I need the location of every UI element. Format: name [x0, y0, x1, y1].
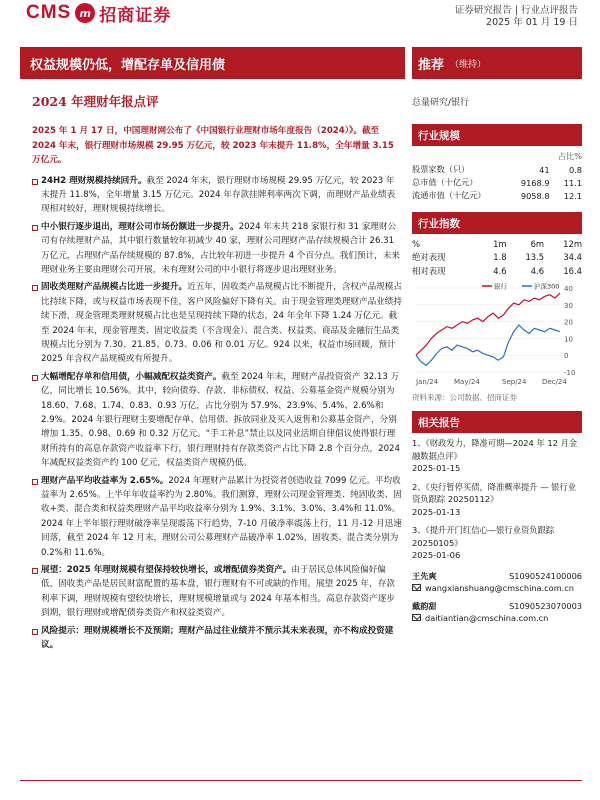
sidebar — [412, 47, 582, 630]
report-title: 2、《央行暂停买债，降准概率提升 — 银行业资负跟踪 20250112》 — [412, 481, 577, 504]
index-chart — [412, 280, 582, 390]
footer-divider — [20, 780, 582, 781]
y-tick-label: 10 — [564, 335, 573, 344]
report-link[interactable] — [412, 481, 582, 519]
intro-paragraph: 2025 年 1 月 17 日，中国理财网公布了《中国银行业理财市场年度报告（2024）》。截至 2024 年末，银行理财市场规模 29.95 万亿元，较 2023 年末提升 11.8%，全年增量 3.15 万亿元。 — [32, 126, 394, 165]
bullet-body: 由于居民总体风险偏好偏低，固收类产品是居民财富配置的基本盘，银行理财有不可或缺的作用。展望 2025 年，存款利率下调，理财规模有望较快增长，理财规模增量或与 2024 年基本相当。高息存款资产逐步到期，银行理财或增配债券类资产和权益类资产。 — [41, 565, 395, 619]
logo-text-cn: 招商证券 — [99, 5, 172, 26]
bullet-head: 风险提示：理财规模增长不及预期；理财产品过往业绩并不预示其未来表现，亦不构成投资建议。 — [41, 625, 394, 651]
table-row — [412, 189, 582, 202]
bullet-body: 2024 年末共 218 家银行和 31 家理财公司有存续理财产品，其中银行数量较年初减少 40 家，理财公司理财产品存续规模合计 26.31 万亿元，占理财产品存续规模的 87.8%，占比较年初进一步提升 4 个百分点。我们预计，未来理财业务主要由理财公司开展，未有理财公司的中小银行将逐步退出理财业务。 — [41, 221, 400, 275]
related-reports-list — [412, 437, 582, 562]
bullet-body: 近五年，固收类产品规模占比不断提升，含权产品规模占比持续下降，或与权益市场表现不佳，客户风险偏好下降有关。由于现金管理类理财产品业绩持续下滑，现金管理类理财规模占比也是呈现持续下降的状态，24 年全年下降 1.24 万亿元。截至 2024 年末，现金管理类、固定收益类（不含现金）、混合类、权益类、商品及金融衍生品类规模占比分别为 7.30、21.85、0.73、0.06 和 0.01 万亿。924 以来，权益市场回暖，预计 2025 年含权产品规模或有所提升。 — [41, 282, 402, 365]
scale-value: 9058.8 — [520, 190, 550, 201]
bullet-item — [32, 370, 402, 471]
bullet-item — [32, 280, 402, 366]
report-date: 2025-01-15 — [412, 463, 461, 473]
index-table — [412, 238, 582, 278]
analyst-cert: S1090524100006 — [509, 570, 582, 581]
y-tick-label: 0 — [564, 352, 569, 361]
bullet-head: 展望：2025 年理财规模有望保持较快增长，或增配债券类资产。 — [41, 565, 292, 576]
index-chart-svg — [412, 280, 582, 390]
index-label: 绝对表现 — [412, 252, 446, 262]
table-row — [412, 176, 582, 189]
series-line — [416, 293, 560, 355]
scale-pct: 11.1 — [563, 177, 582, 188]
page-header — [0, 0, 600, 40]
chart-source: 资料来源：公司数据、招商证券 — [412, 393, 517, 402]
index-value: 13.5 — [525, 252, 545, 262]
legend-label: 沪深300 — [534, 282, 560, 291]
rating-box — [412, 47, 582, 79]
x-tick-label: Sep/24 — [502, 378, 527, 386]
analyst-entry — [412, 600, 582, 624]
x-tick-label: Jan/24 — [416, 378, 439, 386]
report-link[interactable] — [412, 524, 582, 562]
bullet-body: 截至 2024 年末，银行理财市场规模 29.95 万亿元，较 2023 年末提升 11.8%，全年增量 3.15 万亿元。2024 年存款挂牌利率两次下调，而理财产品业绩表现相对较好，理财规模持续增长。 — [41, 175, 396, 215]
analyst-email[interactable]: daitiantian@cmschina.com.cn — [425, 612, 549, 623]
index-header-cell: 6m — [530, 239, 545, 249]
index-value: 4.6 — [493, 266, 507, 276]
industry-label: 总量研究/银行 — [412, 98, 470, 108]
index-value: 4.6 — [530, 266, 545, 276]
index-section-header: 行业指数 — [412, 212, 582, 234]
index-header-cell: 12m — [563, 239, 582, 249]
bullet-item — [32, 563, 402, 621]
index-value: 16.4 — [563, 266, 582, 276]
bullet-item — [32, 174, 402, 217]
report-title: 3、《提升开门红信心—银行业资负跟踪 20250105》 — [412, 525, 555, 548]
scale-value: 41 — [539, 164, 550, 175]
table-row — [412, 238, 582, 250]
scale-unit-label: 占比% — [557, 151, 582, 161]
index-header-cell: 1m — [493, 239, 507, 249]
rating-label: 推荐 — [418, 57, 445, 73]
y-tick-label: 30 — [564, 301, 573, 310]
main-content — [32, 124, 402, 656]
analyst-name: 戴韵甜 — [412, 600, 437, 611]
index-label: 相对表现 — [412, 266, 446, 276]
report-type: 证券研究报告 | 行业点评报告 — [454, 5, 578, 16]
company-logo — [26, 0, 171, 26]
scale-table — [412, 150, 582, 202]
series-line — [416, 325, 560, 365]
bullet-head: 24H2 理财规模持续回升。 — [41, 175, 147, 186]
page-title: 权益规模仍低，增配存单及信用债 — [30, 57, 226, 73]
index-value: 34.4 — [563, 252, 582, 262]
title-bar — [20, 47, 405, 79]
bullet-head: 固收类理财产品规模占比进一步提升。 — [41, 282, 188, 293]
bullet-head: 中小银行逐步退出，理财公司市场份额进一步提升。 — [41, 221, 239, 232]
bullet-body: 2024 年理财产品累计为投资者创造收益 7099 亿元。平均收益率为 2.65%。上半年年收益率约为 2.80%。我们测算，理财公司现金管理类、纯固收类、固收+类、混合类和权益类理财产品平均收益率分别为 1.9%、3.1%、3.0%、3.4%和 11.0%。2024 年上半年银行理财破净率呈现震荡下行趋势，7-10 月破净率震荡上行，11 月-12 月迅速回落，截至 2024 年 12 月末，理财公司公募理财产品破净率 1.02%，固收类、混合类分别为 0.2%和 11.6%。 — [41, 475, 402, 558]
analyst-name: 王先爽 — [412, 570, 437, 581]
mail-icon — [412, 614, 421, 621]
scale-label: 股票家数（只） — [412, 164, 470, 174]
mail-icon — [412, 584, 421, 591]
table-row — [412, 150, 582, 163]
analyst-cert: S1090523070003 — [509, 600, 582, 611]
table-row — [412, 163, 582, 176]
report-date: 2025 年 01 月 19 日 — [486, 17, 578, 28]
y-tick-label: -10 — [564, 369, 576, 377]
bullet-head: 大幅增配存单和信用债，小幅减配权益类资产。 — [41, 371, 222, 382]
x-tick-label: Dec/24 — [542, 378, 567, 386]
report-date: 2025-01-06 — [412, 550, 461, 560]
scale-label: 流通市值（十亿元） — [412, 190, 486, 200]
analyst-email[interactable]: wangxianshuang@cmschina.com.cn — [425, 582, 574, 593]
page-subtitle: 2024 年理财年报点评 — [32, 94, 159, 109]
index-value: 1.8 — [493, 252, 507, 262]
report-link[interactable] — [412, 437, 582, 475]
report-date: 2025-01-13 — [412, 506, 461, 517]
bullet-item — [32, 220, 402, 278]
y-tick-label: 40 — [564, 285, 573, 293]
bullet-item — [32, 624, 402, 653]
scale-section-header: 行业规模 — [412, 124, 582, 146]
bullet-list — [32, 174, 402, 653]
report-title: 1、《财政发力，降准可期—2024 年 12 月金融数据点评》 — [412, 438, 578, 461]
scale-pct: 0.8 — [568, 164, 582, 175]
logo-text-en: CMS — [26, 2, 72, 23]
scale-value: 9168.9 — [520, 177, 550, 188]
legend-label: 银行 — [494, 282, 507, 291]
logo-emblem-icon: m — [75, 3, 95, 23]
index-header-cell: % — [412, 239, 420, 249]
rating-note: （维持） — [450, 59, 487, 70]
scale-pct: 12.1 — [563, 190, 582, 201]
x-tick-label: May/24 — [454, 378, 480, 386]
scale-label: 总市值（十亿元） — [412, 177, 478, 187]
reports-section-header: 相关报告 — [412, 411, 582, 433]
bullet-body: 截至 2024 年末，理财产品投资资产 32.13 万亿，同比增长 10.56%。其中，较向债券、存款、非标债权、权益、公募基金资产规模分别为 18.60、7.68、1.74、0.83、0.93 万亿，占比分别为 57.9%、23.9%、5.4%、2.6%和 2.9%。2024 年银行理财主要增配存单、信用债、拆放同业及买入返售和公募基金资产，分别增加 1.35、0.98、0.69 和 0.32 万亿元。“手工补息”禁止以及同业活期自律倡议使得银行理财所持有的高息存款资产收益率下行，银行理财持有存款类资产占比下降 2.8 个百分点，2024 年减配权益类资产约 100 亿元，权益类资产规模仍低。 — [41, 371, 400, 469]
analyst-entry — [412, 570, 582, 594]
table-row — [412, 264, 582, 278]
bullet-item — [32, 474, 402, 560]
y-tick-label: 20 — [564, 318, 573, 327]
table-row — [412, 250, 582, 264]
analysts-block — [412, 570, 582, 624]
bullet-head: 理财产品平均收益率为 2.65%。 — [41, 475, 169, 486]
